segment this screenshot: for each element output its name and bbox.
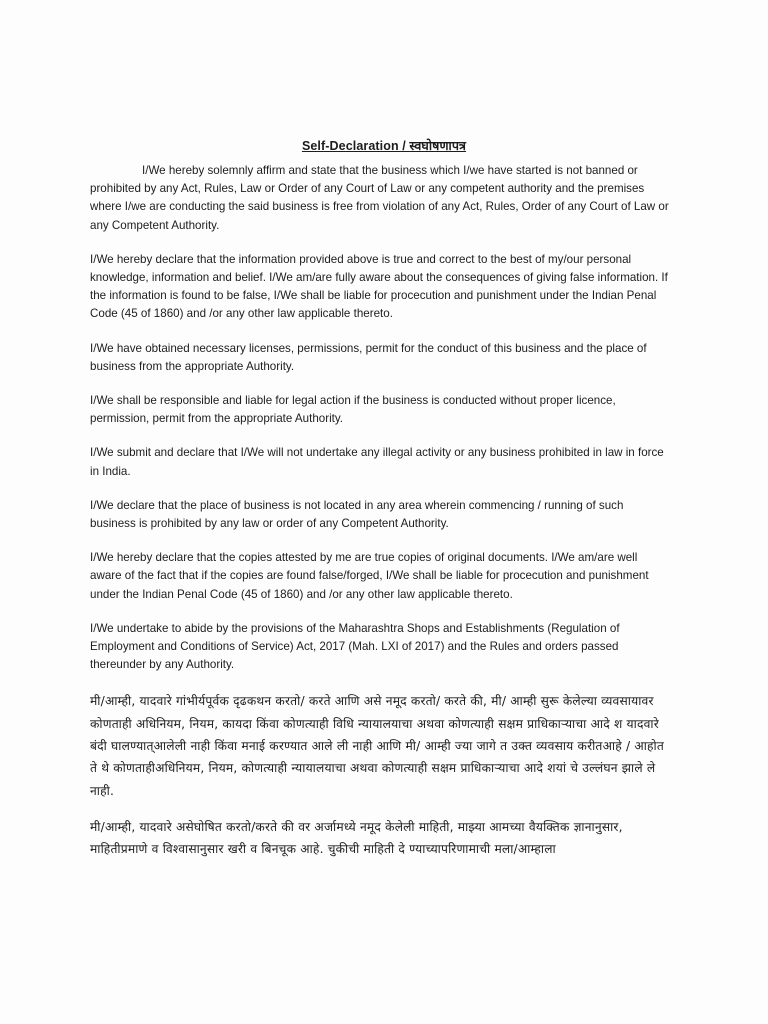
- paragraph-marathi-declaration: मी/आम्ही, यादवारे असेघोषित करतो/करते की वर अर्जामध्ये नमूद केलेली माहिती, माझ्या आमच्या वैयक्तिक ज्ञानानुसार, माहितीप्रमाणे व विश्वासानुसार खरी व बिनचूक आहे. चुकीची माहिती दे ण्याच्यापरिणामाची मला/आम्हाला: [90, 819, 623, 857]
- paragraph-affirmation: I/We hereby solemnly affirm and state that the business which I/we have started is not banned or prohibited by any Act, Rules, Law or Order of any Court of Law or any competent authority and the premises where I/we are conducting the said business is free from violation of any Act, Rules, Order of any Court of Law or any Competent Authority.: [90, 164, 669, 232]
- paragraph-place-of-business: I/We declare that the place of business is not located in any area wherein commencing / running of such business is prohibited by any law or order of any Competent Authority.: [90, 498, 624, 531]
- paragraph-copies-attested: I/We hereby declare that the copies attested by me are true copies of original documents. I/We am/are well aware of the fact that if the copies are found false/forged, I/We shall be liable for procecution and punishment under the Indian Penal Code (45 of 1860) and /or any other law applicable thereto.: [90, 551, 649, 601]
- paragraph-responsibility: I/We shall be responsible and liable for legal action if the business is conducted without proper licence, permission, permit from the appropriate Authority.: [90, 394, 616, 426]
- paragraph-maharashtra-act: I/We undertake to abide by the provisions of the Maharashtra Shops and Establishments (Regulation of Employment and Conditions of Service) Act, 2017 (Mah. LXI of 2017) and the Rules and orders passed thereunder by any Authority.: [90, 621, 620, 672]
- page-title: Self-Declaration / स्वघोषणापत्र: [301, 139, 467, 153]
- paragraph-information-declaration: I/We hereby declare that the information provided above is true and correct to the best of my/our personal knowledge, information and belief. I/We am/are fully aware about the consequences of giving false information. If the information is found to be false, I/We shall be liable for procecution and punishment under the Indian Penal Code (45 of 1860) and /or any other law applicable thereto.: [90, 252, 668, 321]
- paragraph-no-illegal-activity: I/We submit and declare that I/We will not undertake any illegal activity or any business prohibited in law in force in India.: [90, 446, 664, 478]
- paragraph-marathi-affirmation: मी/आम्ही, यादवारे गांभीर्यपूर्वक दृढकथन करतो/ करते आणि असे नमूद करतो/ करते की, मी/ आम्ही सुरू केलेल्या व्यवसायावर कोणताही अधिनियम, नियम, कायदा किंवा कोणत्याही विधि न्यायालयाचा अथवा कोणत्याही सक्षम प्राधिकाऱ्याचा आदे श यादवारे बंदी घालण्यात्आलेली नाही किंवा मनाई करण्यात आले ली नाही आणि मी/ आम्ही ज्या जागे त उक्त व्यवसाय करीतआहे / आहोत ते थे कोणताहीअधिनियम, नियम, कोणत्याही न्यायालयाचा अथवा कोणत्याही सक्षम प्राधिकाऱ्याचा आदे शयां चे उल्लंघन झाले ले नाही.: [90, 694, 664, 798]
- paragraph-licenses: I/We have obtained necessary licenses, permissions, permit for the conduct of this business and the place of business from the appropriate Authority.: [90, 341, 647, 373]
- document-body: [90, 162, 670, 875]
